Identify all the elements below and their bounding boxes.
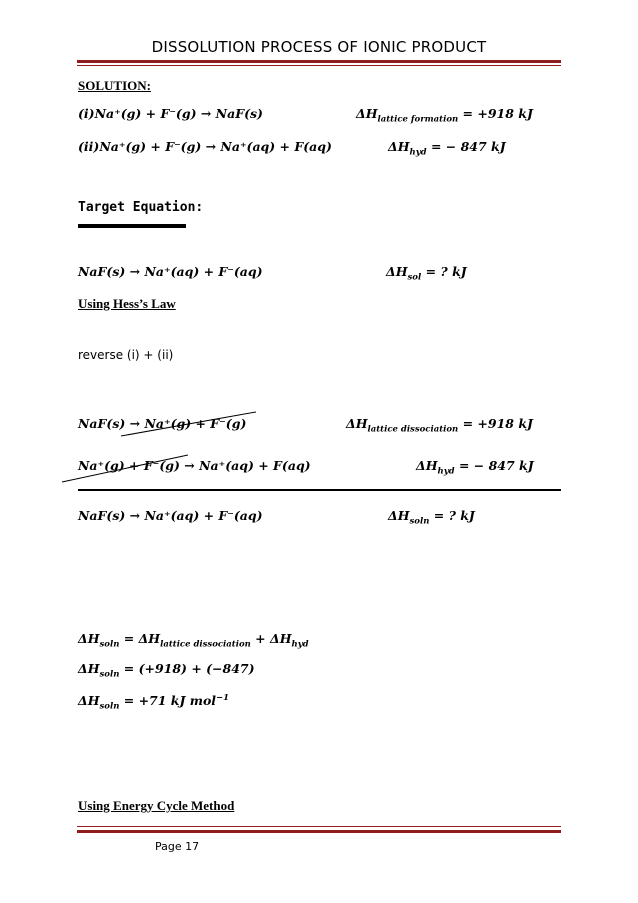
calculation-line-2 — [78, 661, 255, 680]
delta-h-value: = ? kJ — [425, 264, 467, 279]
equation-ii-label: (ii) — [78, 139, 100, 154]
sum-divider — [78, 489, 561, 491]
delta-h-symbol: ΔH — [346, 416, 368, 431]
delta-h-symbol: ΔH — [270, 631, 292, 646]
hess-result-equation: NaF(s) → Na⁺(aq) + F⁻(aq) — [78, 508, 263, 523]
delta-h-subscript: hyd — [409, 147, 427, 158]
delta-h-value: = +918 kJ — [462, 416, 533, 431]
delta-h-subscript: soln — [409, 516, 430, 527]
target-equation-heading: Target Equation: — [78, 200, 204, 215]
target-equation: NaF(s) → Na⁺(aq) + F⁻(aq) — [78, 264, 263, 279]
unit-exponent: −1 — [216, 693, 230, 703]
delta-h-symbol: ΔH — [78, 661, 100, 676]
reverse-instruction: reverse (i) + (ii) — [78, 348, 174, 362]
delta-h-subscript: lattice formation — [377, 114, 459, 125]
equation-i-label: (i) — [78, 106, 95, 121]
delta-h-symbol: ΔH — [416, 458, 438, 473]
page-header-title: DISSOLUTION PROCESS OF IONIC PRODUCT — [151, 38, 487, 56]
delta-h-subscript: hyd — [291, 639, 309, 650]
delta-h-subscript: hyd — [437, 466, 455, 477]
calculation-result: = +71 kJ mol — [123, 693, 217, 709]
equation-i-text: Na⁺(g) + F⁻(g) → NaF(s) — [94, 106, 263, 121]
energy-cycle-heading: Using Energy Cycle Method — [78, 798, 235, 813]
cancel-stroke-step-2 — [62, 455, 188, 482]
page-number: Page 17 — [155, 840, 200, 853]
hess-result-enthalpy — [388, 508, 475, 527]
hess-step-2-equation: Na⁺(g) + F⁻(g) → Na⁺(aq) + F(aq) — [78, 458, 311, 473]
equation-ii-text: Na⁺(g) + F⁻(g) → Na⁺(aq) + F(aq) — [99, 139, 332, 154]
delta-h-symbol: ΔH — [386, 264, 408, 279]
calculation-line-3 — [78, 693, 229, 712]
delta-h-symbol: ΔH — [388, 508, 410, 523]
delta-h-subscript: soln — [99, 701, 120, 712]
hess-law-heading: Using Hess’s Law — [78, 296, 176, 311]
delta-h-symbol: ΔH — [78, 693, 100, 709]
delta-h-symbol: ΔH — [388, 139, 410, 154]
footer-rule-thick — [77, 830, 561, 833]
footer-rule-thin — [77, 826, 561, 827]
delta-h-value: = − 847 kJ — [458, 458, 534, 473]
delta-h-symbol: ΔH — [356, 106, 378, 121]
delta-h-subscript: sol — [407, 272, 422, 283]
delta-h-symbol: ΔH — [138, 631, 161, 646]
cancel-stroke-step-1 — [121, 412, 256, 436]
delta-h-subscript: soln — [99, 639, 120, 650]
plus-sign: + — [255, 631, 266, 646]
calculation-values: = (+918) + (−847) — [123, 661, 255, 676]
delta-h-value: = − 847 kJ — [430, 139, 506, 154]
delta-h-symbol: ΔH — [78, 631, 100, 646]
delta-h-subscript: lattice dissociation — [367, 424, 459, 435]
delta-h-subscript: soln — [99, 669, 120, 680]
equals-sign: = — [123, 631, 135, 646]
delta-h-value: = ? kJ — [433, 508, 475, 523]
delta-h-subscript: lattice dissociation — [160, 639, 251, 650]
delta-h-value: = +918 kJ — [462, 106, 533, 121]
solution-heading: SOLUTION: — [78, 78, 151, 93]
hess-step-1-equation: NaF(s) → Na⁺(g) + F⁻(g) — [78, 416, 247, 431]
calculation-line-1 — [78, 631, 309, 650]
